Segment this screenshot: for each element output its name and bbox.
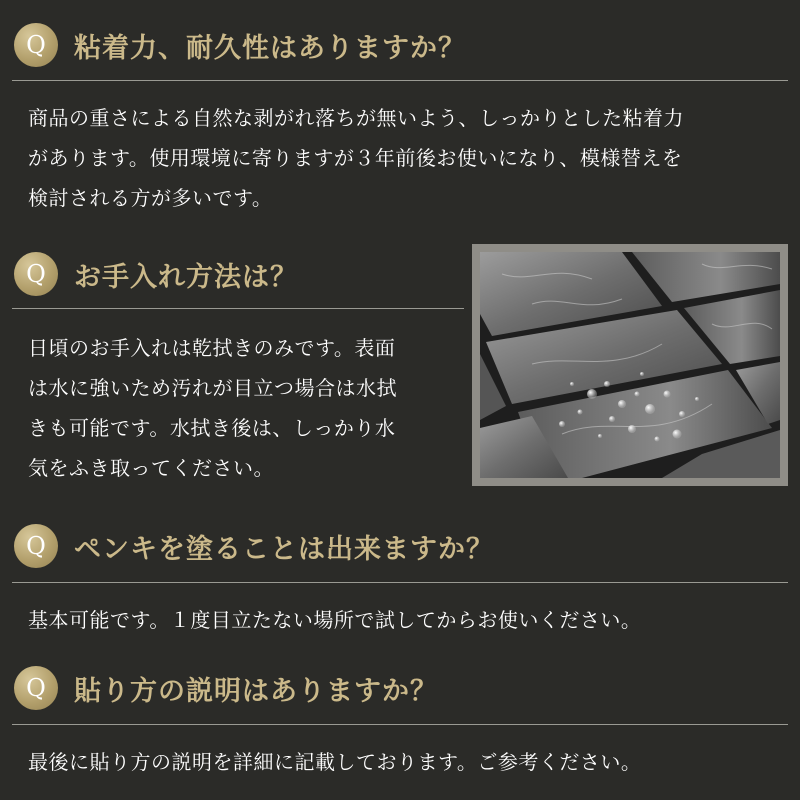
question-title: 貼り方の説明はありますか？	[74, 675, 438, 707]
faq-answer-1	[28, 98, 684, 218]
faq-answer-3	[28, 604, 641, 636]
answer-line: 最後に貼り方の説明を詳細に記載しております。ご参考ください。	[28, 750, 642, 774]
divider	[12, 724, 788, 725]
faq-question-1	[14, 17, 466, 73]
faq-question-4	[14, 660, 438, 716]
q-badge-icon: Q	[14, 524, 58, 568]
answer-line: 基本可能です。１度目立たない場所で試してからお使いください。	[28, 608, 642, 632]
question-title: お手入れ方法は？	[74, 261, 298, 293]
answer-line: は水に強いため汚れが目立つ場合は水拭	[28, 376, 397, 400]
q-badge-icon: Q	[14, 666, 58, 710]
divider	[12, 80, 788, 81]
answer-line: 商品の重さによる自然な剥がれ落ちが無いよう、しっかりとした粘着力	[28, 106, 684, 130]
faq-answer-4	[28, 746, 641, 778]
divider	[12, 308, 464, 309]
divider	[12, 582, 788, 583]
answer-line: 気をふき取ってください。	[28, 456, 274, 480]
faq-question-3	[14, 518, 494, 574]
q-badge-icon: Q	[14, 252, 58, 296]
faq-answer-2	[28, 328, 397, 488]
question-title: 粘着力、耐久性はありますか？	[74, 32, 466, 64]
answer-line: きも可能です。水拭き後は、しっかり水	[28, 416, 396, 440]
q-badge-icon: Q	[14, 23, 58, 67]
answer-line: があります。使用環境に寄りますが３年前後お使いになり、模様替えを	[28, 146, 683, 170]
answer-line: 検討される方が多いです。	[28, 186, 273, 210]
stone-tile-photo	[472, 244, 788, 486]
faq-question-2	[14, 246, 298, 302]
stone-tile-image	[472, 244, 788, 486]
answer-line: 日頃のお手入れは乾拭きのみです。表面	[28, 336, 396, 360]
question-title: ペンキを塗ることは出来ますか？	[74, 533, 494, 565]
